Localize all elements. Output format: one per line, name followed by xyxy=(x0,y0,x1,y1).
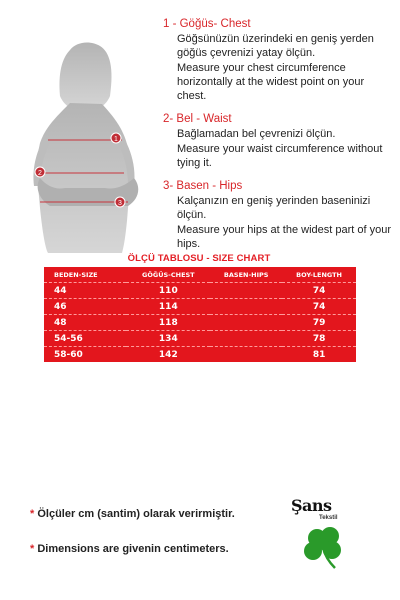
clover-icon xyxy=(297,524,353,572)
section-hips-tr: Kalçanızın en geniş yerinden baseninizi ölçün. xyxy=(177,195,371,222)
cell-hips xyxy=(210,299,282,315)
note-text: Ölçüler cm (santim) olarak verirmiştir. xyxy=(37,508,235,520)
svg-text:3: 3 xyxy=(118,200,122,207)
col-header-hips: BASEN-HIPS xyxy=(210,267,282,283)
cell-length: 81 xyxy=(282,347,356,362)
cell-chest: 110 xyxy=(126,283,210,299)
svg-text:1: 1 xyxy=(114,136,118,143)
brand-logo xyxy=(287,496,365,574)
note-centimeters-tr xyxy=(30,508,235,520)
cell-chest: 118 xyxy=(126,315,210,331)
cell-chest: 142 xyxy=(126,347,210,362)
note-centimeters-en xyxy=(30,543,229,555)
section-hips-en: Measure your hips at the widest part of your hips. xyxy=(177,223,391,250)
table-row xyxy=(44,299,356,315)
cell-length: 74 xyxy=(282,299,356,315)
note-text: Dimensions are givenin centimeters. xyxy=(37,543,229,555)
cell-length: 74 xyxy=(282,283,356,299)
cell-hips xyxy=(210,283,282,299)
section-chest-en: Measure your chest circumference horizontally at the widest point on your chest. xyxy=(177,61,365,103)
svg-text:2: 2 xyxy=(38,170,42,177)
cell-length: 79 xyxy=(282,315,356,331)
silhouette-figure xyxy=(33,43,138,253)
cell-size: 48 xyxy=(44,315,126,331)
cell-hips xyxy=(210,315,282,331)
cell-hips xyxy=(210,331,282,347)
note-star: * xyxy=(30,508,35,520)
table-row xyxy=(44,331,356,347)
cell-size: 46 xyxy=(44,299,126,315)
body-silhouette xyxy=(10,18,160,253)
cell-size: 44 xyxy=(44,283,126,299)
cell-chest: 134 xyxy=(126,331,210,347)
section-waist xyxy=(163,112,395,170)
section-waist-en: Measure your waist circumference without tying it. xyxy=(177,142,383,169)
section-waist-tr: Bağlamadan bel çevrenizi ölçün. xyxy=(177,128,336,141)
cell-size: 58-60 xyxy=(44,347,126,362)
cell-hips xyxy=(210,347,282,362)
brand-name: Şans xyxy=(291,496,332,515)
measurement-instructions xyxy=(163,17,395,260)
col-header-chest: GÖĞÜS-CHEST xyxy=(126,267,210,283)
marker-chest xyxy=(111,133,121,143)
col-header-size: BEDEN-SIZE xyxy=(44,267,126,283)
note-star: * xyxy=(30,543,35,555)
table-row xyxy=(44,283,356,299)
cell-chest: 114 xyxy=(126,299,210,315)
cell-size: 54-56 xyxy=(44,331,126,347)
marker-hips xyxy=(115,197,125,207)
section-chest-title: 1 - Göğüs- Chest xyxy=(163,18,251,30)
marker-waist xyxy=(35,167,45,177)
cell-length: 78 xyxy=(282,331,356,347)
table-header-row xyxy=(44,267,356,283)
table-row xyxy=(44,347,356,362)
section-hips xyxy=(163,179,395,251)
brand-subtitle: Tekstil xyxy=(319,515,338,521)
section-chest-tr: Göğsünüzün üzerindeki en geniş yerden göğüs çevrenizi yatay ölçün. xyxy=(177,33,374,60)
table-row xyxy=(44,315,356,331)
col-header-length: BOY-LENGTH xyxy=(282,267,356,283)
section-waist-title: 2- Bel - Waist xyxy=(163,113,232,126)
size-chart-title: ÖLÇÜ TABLOSU - SIZE CHART xyxy=(127,253,271,264)
section-chest xyxy=(163,17,395,103)
size-chart-table xyxy=(44,267,356,362)
section-hips-title: 3- Basen - Hips xyxy=(163,180,243,193)
